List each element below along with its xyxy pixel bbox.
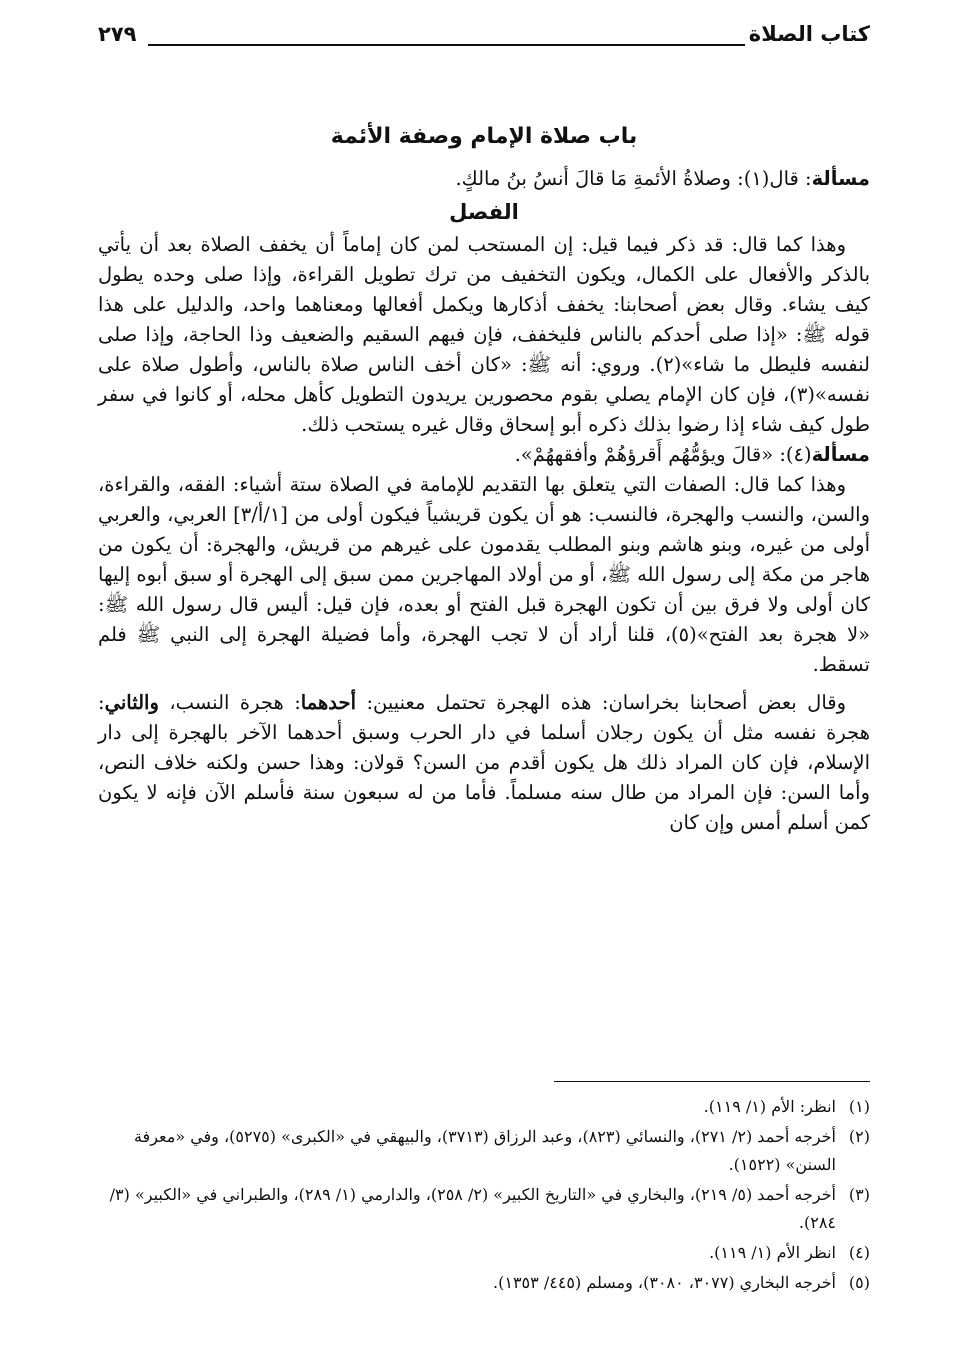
paragraph-3-part: : هجرة النسب،: [158, 691, 301, 714]
section-title: الفصل: [449, 200, 519, 224]
footnote-number: (٤): [848, 1243, 870, 1262]
paragraph-3: [98, 688, 870, 838]
footnote-text: أخرجه أحمد (٢/ ٢٧١)، والنسائي (٨٢٣)، وعبد الرزاق (٣٧١٣)، والبيهقي في «الكبرى» (٥٢٧٥)، وفي «معرفة السنن» (١٥٢٢).: [133, 1127, 836, 1174]
masala-label: مسألة: [811, 443, 870, 466]
footnotes: [98, 1093, 870, 1297]
masala-2: [98, 440, 870, 470]
paragraph-1: وهذا كما قال: قد ذكر فيما قيل: إن المستحب لمن كان إماماً أن يخفف الصلاة بعد أن يأتي بالذكر والأفعال على الكمال، ويكون التخفيف من ترك تطويل القراءة، وإذا صلى وحده يطول كيف يشاء. وقال بعض أصحابنا: يخفف أذكارها ويكمل أفعالها ومعناهما واحد، والدليل على هذا قوله ﷺ: «إذا صلى أحدكم بالناس فليخفف، فإن فيهم السقيم والضعيف وذا الحاجة، وإذا صلى لنفسه فليطل ما شاء»(٢). وروي: أنه ﷺ: «كان أخف الناس صلاة بالناس، وأطول صلاة على نفسه»(٣)، فإن كان الإمام يصلي بقوم محصورين يريدون التطويل كأهل محله، أو كانوا في سفر طول كيف شاء إذا رضوا بذلك ذكره أبو إسحاق وقال غيره يستحب ذلك.: [98, 233, 870, 436]
footnote-text: انظر: الأم (١/ ١١٩).: [703, 1097, 836, 1116]
footnote-text: انظر الأم (١/ ١١٩).: [709, 1243, 836, 1262]
page-body: [98, 120, 870, 838]
footnote-number: (٣): [848, 1185, 870, 1204]
footnote-number: (٢): [848, 1127, 870, 1146]
masala-1: [98, 164, 870, 194]
footnote-number: (٥): [848, 1273, 870, 1292]
footnote: [98, 1123, 870, 1179]
footnote: [98, 1269, 870, 1297]
chapter-title: باب صلاة الإمام وصفة الأئمة: [330, 124, 638, 149]
footnote-text: أخرجه البخاري (٣٠٧٧، ٣٠٨٠)، ومسلم (٤٤٥/ ١٣٥٣).: [493, 1273, 836, 1292]
footnote: [98, 1181, 870, 1237]
page-number: ٢٧٩: [98, 22, 137, 46]
footnote-text: أخرجه أحمد (٥/ ٢١٩)، والبخاري في «التاريخ الكبير» (٢/ ٢٥٨)، والدارمي (١/ ٢٨٩)، والطبراني في «الكبير» (٣/ ٢٨٤).: [109, 1185, 836, 1232]
paragraph-3-bold: والثاني: [104, 691, 159, 714]
footnote: [98, 1093, 870, 1121]
footnote-number: (١): [848, 1097, 870, 1116]
header-book-title: كتاب الصلاة: [748, 22, 870, 46]
footnote: [98, 1239, 870, 1267]
footnote-rule: [554, 1081, 870, 1082]
paragraph-3-part: وقال بعض أصحابنا بخراسان: هذه الهجرة تحتمل معنيين:: [356, 691, 846, 714]
paragraph-2: وهذا كما قال: الصفات التي يتعلق بها التقديم للإمامة في الصلاة ستة أشياء: الفقه، والقراءة، والسن، والنسب والهجرة، فالنسب: هو أن يكون قريشياً فيكون أولى من [١/أ/٣] العربي، والعربي أولى من غيره، وبنو هاشم وبنو المطلب يقدمون على غيرهم من قريش، والهجرة: أن يكون من هاجر من مكة إلى رسول الله ﷺ، أو من أولاد المهاجرين ممن سبق إلى الهجرة أو سبق أبوه إليها كان أولى ولا فرق بين أن تكون الهجرة قبل الفتح أو بعده، فإن قيل: أليس قال رسول الله ﷺ: «لا هجرة بعد الفتح»(٥)، قلنا أراد أن لا تجب الهجرة، وأما فضيلة الهجرة إلى النبي ﷺ فلم تسقط.: [98, 473, 870, 676]
header-rule: [148, 44, 745, 46]
masala-text: : قال(١): وصلاةُ الأئمةِ مَا قالَ أنسُ بنُ مالكٍ.: [455, 167, 812, 190]
masala-text: (٤): «قالَ ويؤمُّهُم أَقرؤهُمْ وأفقههُمْ».: [514, 443, 812, 466]
running-header: [98, 22, 870, 62]
masala-label: مسألة: [811, 167, 870, 190]
paragraph-3-bold: أحدهما: [300, 691, 357, 714]
paragraph-3-part: : هجرة نفسه مثل أن يكون رجلان أسلما في دار الحرب وسبق أحدهما الآخر بالهجرة إلى دار الإسلام، فإن كان المراد ذلك هل يكون أقدم من السن؟ قولان: وهذا حسن ولكنه خلاف النص، وأما السن: فإن المراد من طال سنه مسلماً. فأما من له سبعون سنة فأسلم الآن فإنه لا يكون كمن أسلم أمس وإن كان: [98, 691, 870, 834]
